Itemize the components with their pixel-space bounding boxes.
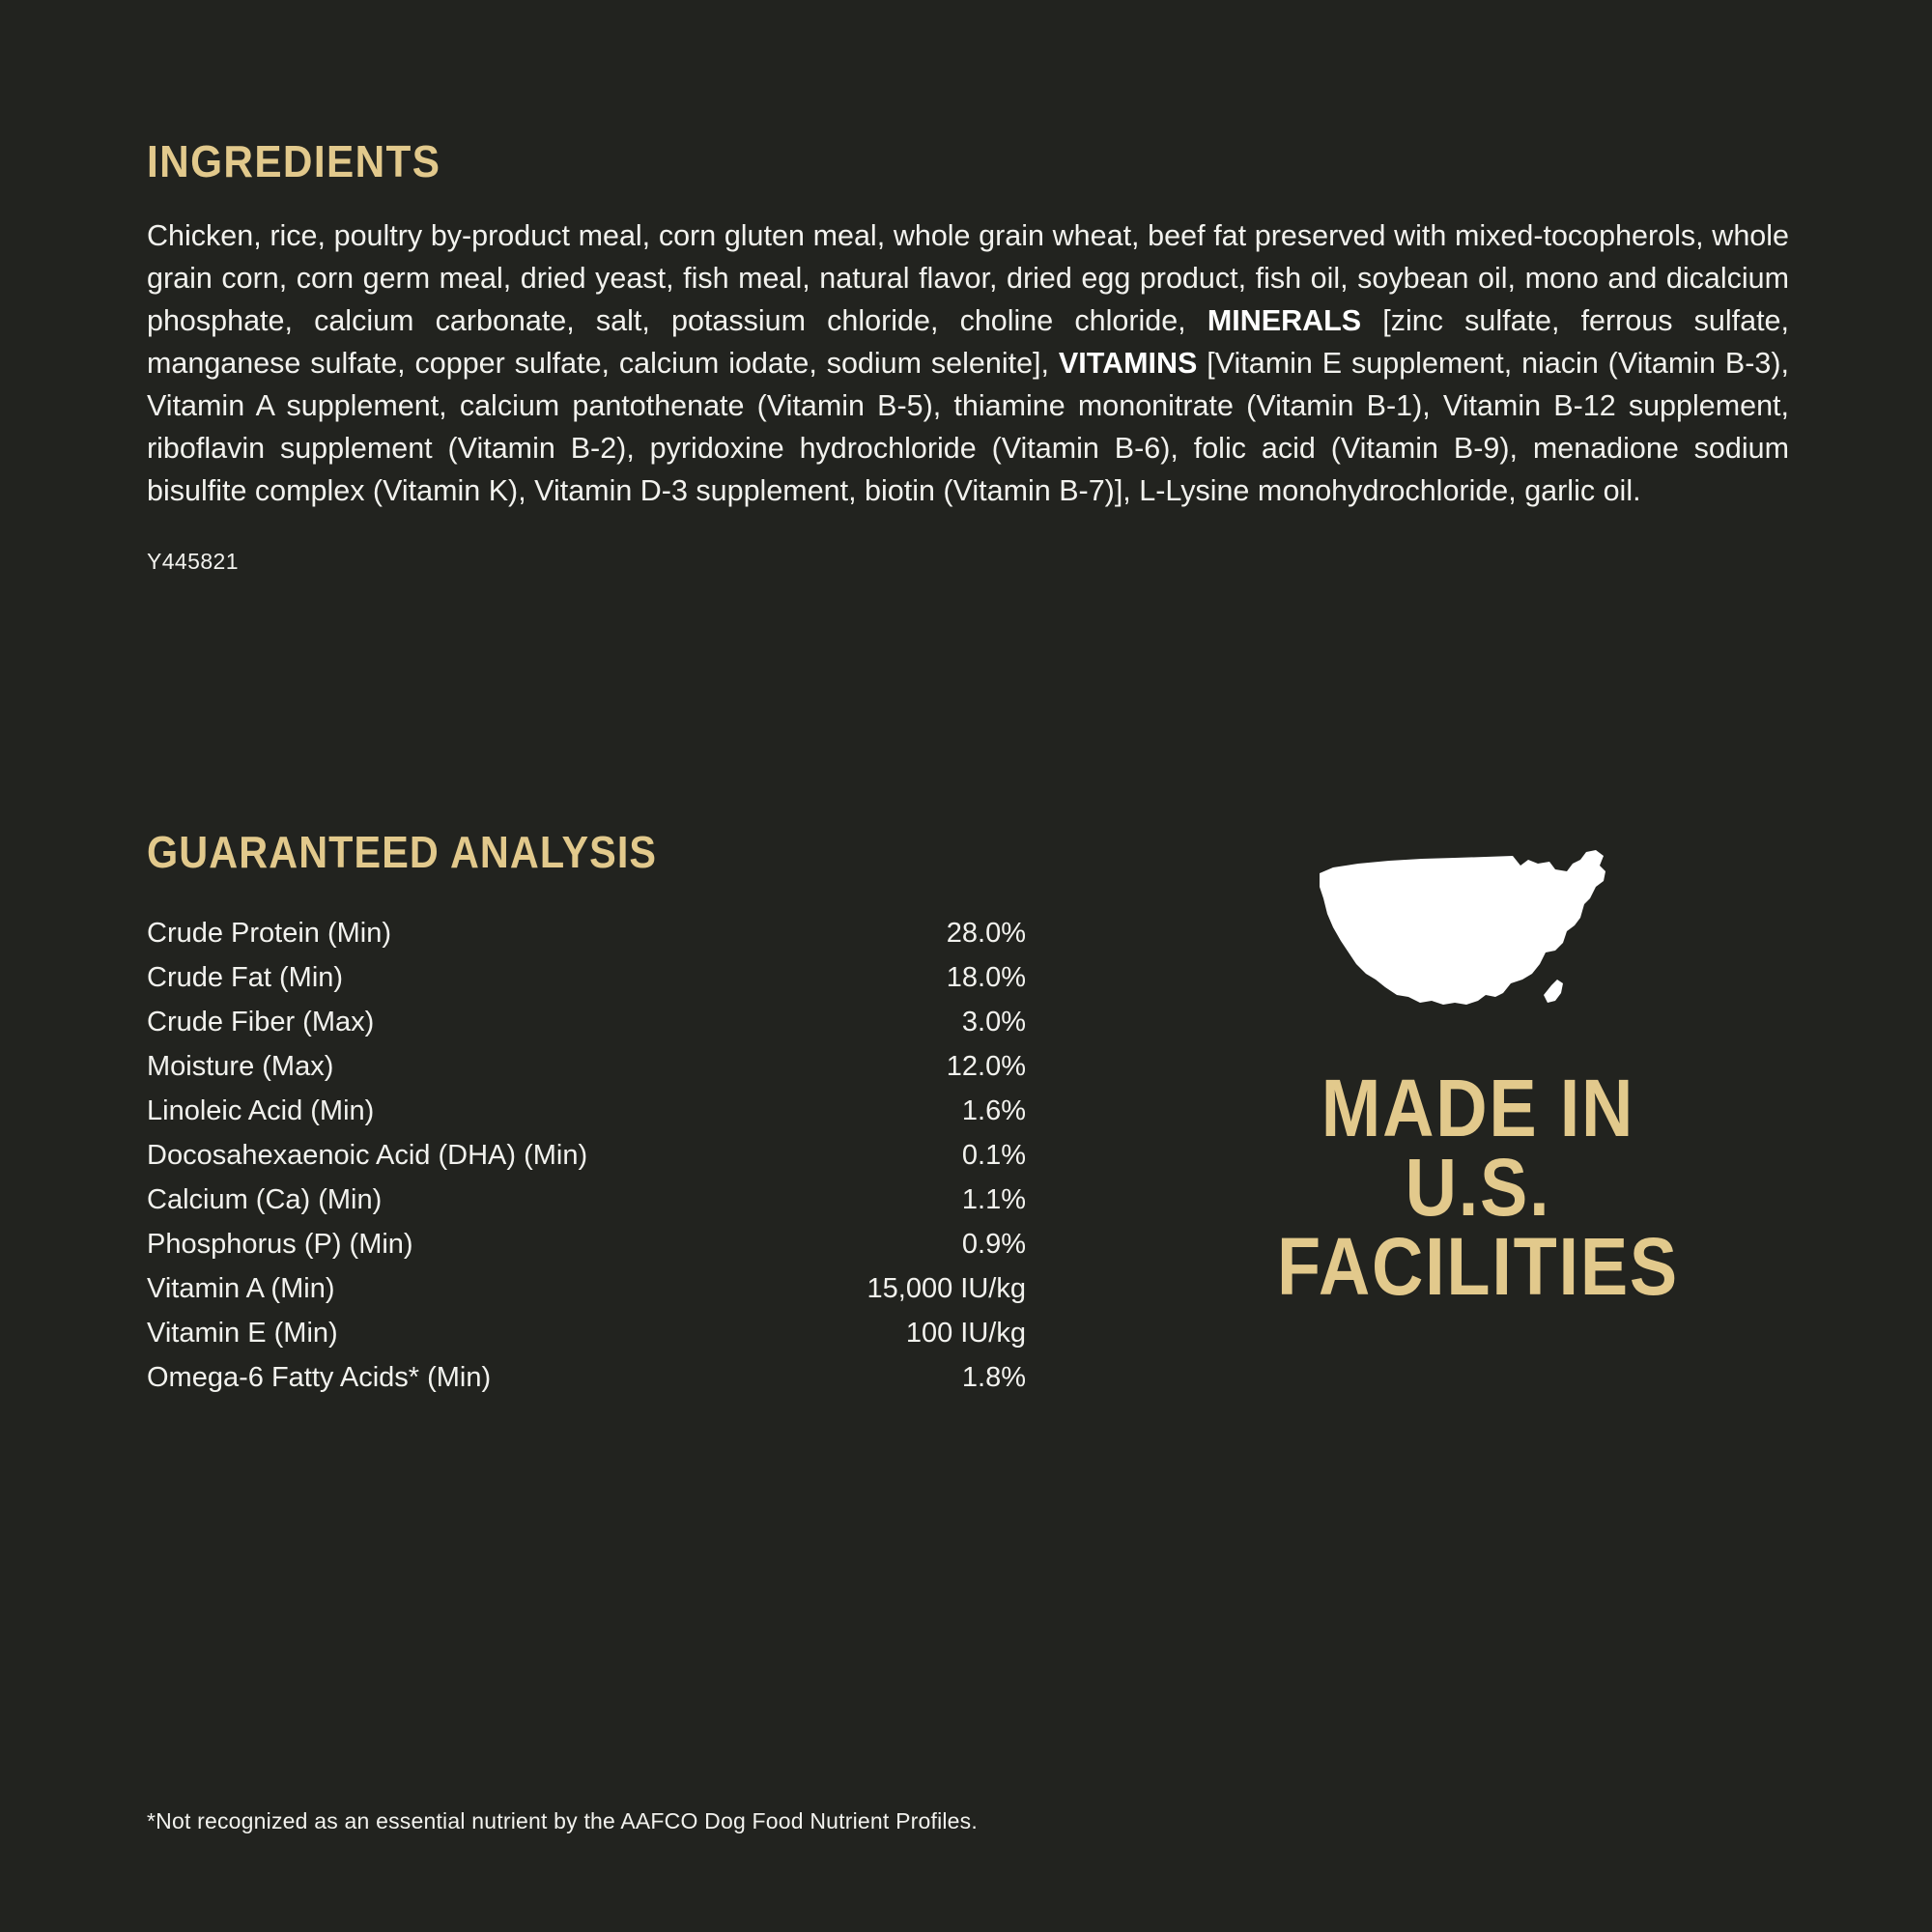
badge-line-3: FACILITIES [1277,1221,1679,1312]
lot-code: Y445821 [147,549,239,574]
nutrient-value: 0.1% [961,1140,1026,1171]
nutrient-value: 100 IU/kg [905,1318,1026,1349]
ingredients-section [147,135,1789,575]
nutrient-name: Omega-6 Fatty Acids* (Min) [147,1362,492,1393]
guaranteed-analysis-heading: GUARANTEED ANALYSIS [147,827,658,877]
nutrient-name: Vitamin A (Min) [147,1273,335,1304]
nutrient-value: 28.0% [946,918,1026,949]
nutrient-value: 0.9% [961,1229,1026,1260]
table-row [147,911,1045,955]
ingredients-text [147,214,1789,512]
guaranteed-analysis-section [147,826,1045,1400]
nutrient-value: 12.0% [946,1051,1026,1082]
nutrient-value: 3.0% [961,1007,1026,1037]
table-row [147,1222,1045,1266]
nutrient-name: Calcium (Ca) (Min) [147,1184,383,1215]
nutrient-name: Docosahexaenoic Acid (DHA) (Min) [147,1140,588,1171]
nutrient-name: Crude Fat (Min) [147,962,344,993]
table-row [147,1266,1045,1311]
ingredients-heading: INGREDIENTS [147,136,441,186]
nutrient-value: 18.0% [946,962,1026,993]
badge-line-2: U.S. [1405,1142,1551,1233]
ingredients-text-part1: Chicken, rice, poultry by-product meal, corn gluten meal, whole grain wheat, beef fat preserved with mixed-tocopherols, whole grain corn, corn germ meal, dried yeast, fish meal, natural flavor, dried egg product, fish oil, soybean oil, mono and dicalcium phosphate, calcium carbonate, salt, potassium chloride, choline chloride, [147,219,1789,337]
vitamins-label: VITAMINS [1058,347,1198,380]
table-row [147,1178,1045,1222]
table-row [147,1089,1045,1133]
nutrient-value: 15,000 IU/kg [867,1273,1026,1304]
nutrient-value: 1.1% [961,1184,1026,1215]
table-row [147,1355,1045,1400]
badge-line-1: MADE IN [1321,1063,1635,1153]
nutrient-name: Phosphorus (P) (Min) [147,1229,413,1260]
nutrient-name: Vitamin E (Min) [147,1318,338,1349]
nutrient-name: Linoleic Acid (Min) [147,1095,375,1126]
ingredients-text-part2: [zinc sulfate, ferrous sulfate, manganese sulfate, copper sulfate, calcium iodate, sodium selenite], [147,304,1789,380]
nutrient-name: Crude Protein (Min) [147,918,392,949]
footnote: *Not recognized as an essential nutrient by the AAFCO Dog Food Nutrient Profiles. [147,1808,978,1833]
table-row [147,1311,1045,1355]
table-row [147,1044,1045,1089]
table-row [147,1133,1045,1178]
table-row [147,955,1045,1000]
ingredients-text-part3: [Vitamin E supplement, niacin (Vitamin B-3), Vitamin A supplement, calcium pantothenate (Vitamin B-5), thiamine mononitrate (Vitamin B-1), Vitamin B-12 supplement, riboflavin supplement (Vitamin B-2), pyridoxine hydrochloride (Vitamin B-6), folic acid (Vitamin B-9), menadione sodium bisulfite complex (Vitamin K), Vitamin D-3 supplement, biotin (Vitamin B-7)], L-Lysine monohydrochloride, garlic oil. [147,347,1789,507]
usa-map-icon [1314,850,1642,1043]
guaranteed-analysis-table [147,911,1045,1400]
nutrient-name: Crude Fiber (Max) [147,1007,375,1037]
nutrient-value: 1.6% [961,1095,1026,1126]
table-row [147,1000,1045,1044]
nutrient-value: 1.8% [961,1362,1026,1393]
made-in-us-badge [1198,850,1758,1312]
minerals-label: MINERALS [1207,304,1362,337]
nutrient-name: Moisture (Max) [147,1051,334,1082]
